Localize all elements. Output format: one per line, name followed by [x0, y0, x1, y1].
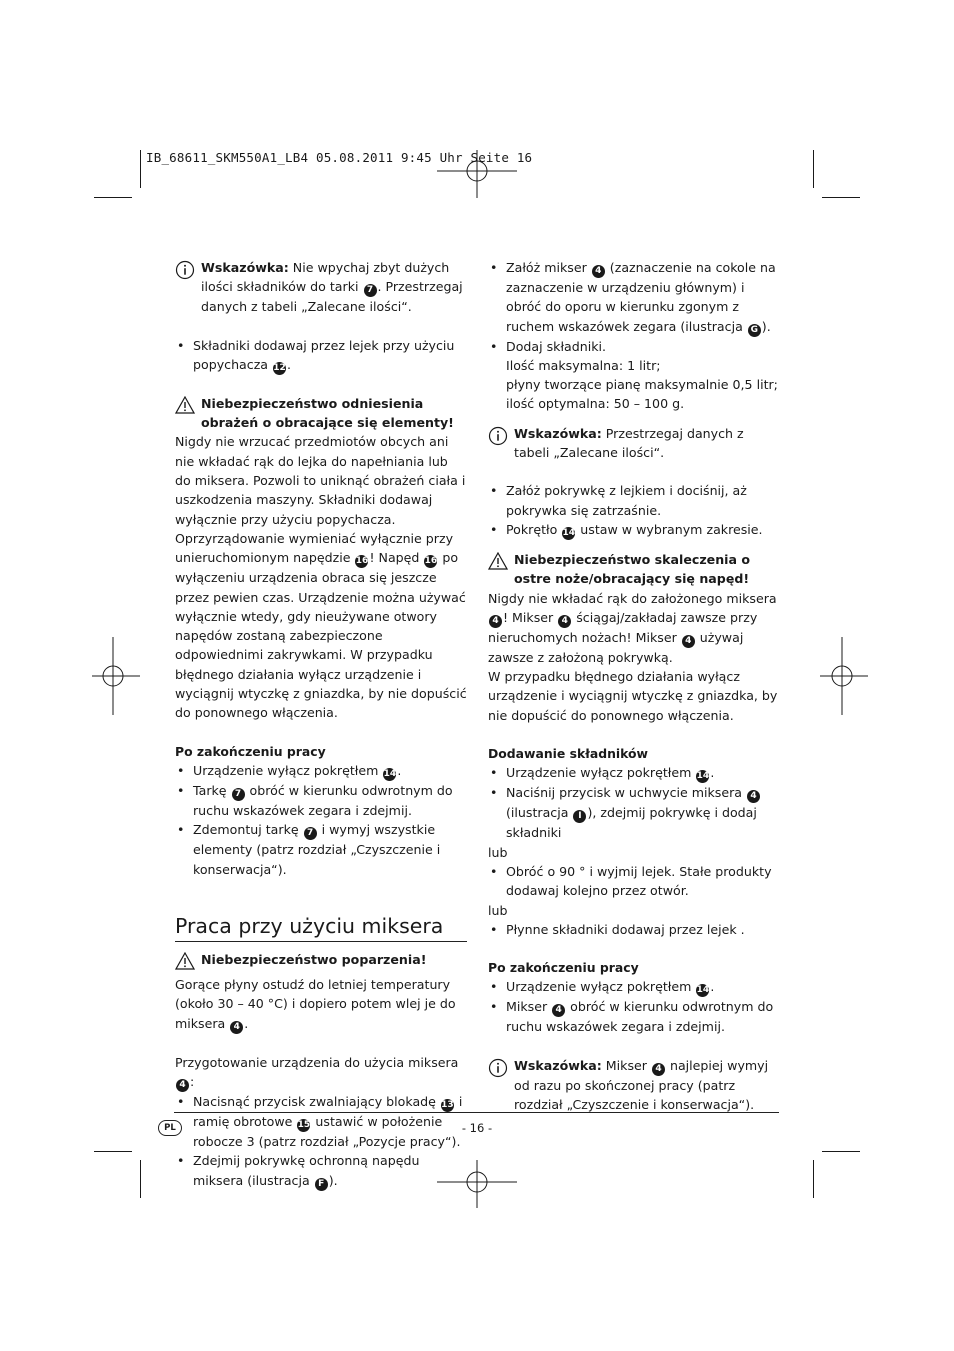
list-item: • Pokrętło 14 ustaw w wybranym zakresie. — [488, 520, 780, 540]
warning-note — [488, 550, 780, 589]
ref-badge: 4 — [558, 615, 571, 628]
ref-badge: G — [748, 324, 761, 337]
ref-badge: 4 — [489, 615, 502, 628]
section-heading: Praca przy użyciu miksera — [175, 914, 467, 942]
language-badge: PL — [158, 1120, 182, 1136]
footer-rule — [174, 1112, 779, 1113]
ref-badge: 14 — [696, 771, 710, 782]
ref-badge: 7 — [232, 788, 245, 801]
list-item: • Zdejmij pokrywkę ochronną napędu miksera (ilustracja F ). — [175, 1151, 467, 1190]
subheading: Po zakończeniu pracy — [175, 743, 326, 759]
warning-triangle-icon — [488, 550, 514, 575]
subheading: Dodawanie składników — [488, 746, 649, 762]
left-column — [175, 258, 467, 1191]
subheading: Po zakończeniu pracy — [488, 960, 639, 976]
ref-badge: 15 — [297, 1120, 311, 1131]
bullet-list — [488, 920, 780, 939]
page-number: - 16 - — [461, 1121, 493, 1135]
bullet-list — [488, 977, 780, 1036]
ref-badge: 14 — [696, 985, 710, 996]
ref-badge: 14 — [383, 768, 397, 779]
ref-badge: F — [315, 1178, 328, 1191]
tip-label: Wskazówka: — [201, 260, 289, 275]
tip-note: Wskazówka: Przestrzegaj danych z tabeli „Zalecane ilości“. — [488, 424, 780, 463]
list-item: • Nacisnąć przycisk zwalniający blokadę 13 i ramię obrotowe 15 ustawić w położenie robocze 3 (patrz rozdział „Pozycje pracy“). — [175, 1092, 467, 1151]
ref-badge: 14 — [562, 527, 576, 538]
warning-title: Niebezpieczeństwo skaleczenia o ostre noże/obracający się napęd! — [514, 551, 751, 587]
right-column — [488, 258, 780, 1114]
paragraph: W przypadku błędnego działania wyłącz urządzenie i wyciągnij wtyczkę z gniazdka, by nie dopuścić do ponownego włączenia. — [488, 669, 778, 723]
bullet-list — [488, 862, 780, 901]
list-item: • Tarkę 7 obróć w kierunku odwrotnym do ruchu wskazówek zegara i zdejmij. — [175, 781, 467, 820]
list-item: • Urządzenie wyłącz pokrętłem 14. — [488, 977, 780, 997]
registration-mark-right — [820, 637, 868, 715]
bullet-list — [488, 258, 780, 414]
registration-mark-left — [92, 637, 140, 715]
ref-badge: 4 — [176, 1079, 189, 1092]
warning-note — [175, 950, 467, 975]
tip-note: Wskazówka: Mikser 4 najlepiej wymyj od razu po skończonej pracy (patrz rozdział „Czyszczenie i konserwacja“). — [488, 1056, 780, 1115]
ref-badge: 4 — [652, 1063, 665, 1076]
tip-label: Wskazówka: — [514, 425, 602, 441]
ref-badge: 16 — [424, 556, 438, 567]
list-item: • Załóż mikser 4 (zaznaczenie na cokole na zaznaczenie w urządzeniu głównym) i obróć do oporu w kierunku zgonym z ruchem wskazówek zegara (ilustracja G ). — [488, 258, 780, 337]
warning-title: Niebezpieczeństwo poparzenia! — [201, 951, 427, 967]
paragraph: Oprzyrządowanie wymieniać wyłącznie przy unieruchomionym napędzie 16! Napęd 16 po wyłączeniu urządzenia obraca się jeszcze przez pewien czas. Urządzenie można używać wyłącznie wtedy, gdy nieużywane otwory napędów zostaną zabezpieczone odpowiednimi zakrywkami. W przypadku błędnego działania wyłącz urządzenie i wyciągnij wtyczkę z gniazdka, by nie dopuścić do ponownego włączenia. — [175, 530, 467, 721]
list-item: • Urządzenie wyłącz pokrętłem 14. — [488, 763, 780, 783]
ref-badge: 4 — [747, 790, 760, 803]
list-item: • Składniki dodawaj przez lejek przy użyciu popychacza 12. — [175, 336, 467, 375]
ref-badge: 4 — [230, 1021, 243, 1034]
ref-badge: 12 — [273, 362, 286, 373]
ref-badge: 4 — [552, 1004, 565, 1017]
ref-badge: 7 — [304, 827, 317, 840]
paragraph: Gorące płyny ostudź do letniej temperatury (około 30 – 40 °C) i dopiero potem wlej je do miksera 4 . — [175, 977, 456, 1032]
paragraph: Przygotowanie urządzenia do użycia miksera 4 : — [175, 1054, 459, 1091]
bullet-list — [488, 481, 780, 540]
info-icon — [175, 258, 201, 285]
text-line: lub — [488, 902, 508, 918]
bullet-list — [488, 763, 780, 842]
text-line: lub — [488, 844, 508, 860]
ref-badge: 16 — [355, 556, 369, 567]
list-item: • Załóż pokrywkę z lejkiem i dociśnij, aż pokrywka się zatrzaśnie. — [488, 481, 780, 520]
warning-note — [175, 394, 467, 433]
list-item: • Dodaj składniki. Ilość maksymalna: 1 litr; płyny tworzące pianę maksymalnie 0,5 litr; ilość optymalna: 50 – 100 g. — [488, 337, 780, 414]
warning-triangle-icon — [175, 950, 201, 975]
info-icon — [488, 1056, 514, 1083]
paragraph: Nigdy nie wrzucać przedmiotów obcych ani nie wkładać rąk do lejka do napełniania lub do miksera. Pozwoli to uniknąć obrażeń ciała i uszkodzenia maszyny. Składniki dodawaj wyłącznie przy użyciu popychacza. — [175, 434, 466, 527]
bullet-list — [175, 1092, 467, 1191]
tip-note: Wskazówka: Nie wpychaj zbyt dużych ilości składników do tarki 7 . Przestrzegaj danych z tabeli „Zalecane ilości“. — [175, 258, 467, 317]
list-item: • Urządzenie wyłącz pokrętłem 14. — [175, 761, 467, 781]
paragraph: Nigdy nie wkładać rąk do założonego miksera 4 ! Mikser 4 ściągaj/zakładaj zawsze przy nieruchomych nożach! Mikser 4 używaj zawsze z założoną pokrywką. — [488, 590, 777, 665]
ref-badge: 7 — [364, 284, 377, 297]
print-slug: IB_68611_SKM550A1_LB4 05.08.2011 9:45 Uhr Seite 16 — [146, 150, 533, 165]
list-item: • Zdemontuj tarkę 7 i wymyj wszystkie elementy (patrz rozdział „Czyszczenie i konserwacja“). — [175, 820, 467, 879]
list-item: • Obróć o 90 ° i wyjmij lejek. Stałe produkty dodawaj kolejno przez otwór. — [488, 862, 780, 901]
tip-label: Wskazówka: — [514, 1057, 602, 1073]
info-icon — [488, 424, 514, 451]
ref-badge: 4 — [682, 635, 695, 648]
bullet-list — [175, 336, 467, 375]
list-item: • Płynne składniki dodawaj przez lejek . — [488, 920, 780, 939]
ref-badge: 13 — [441, 1100, 454, 1111]
warning-title: Niebezpieczeństwo odniesienia obrażeń o obracające się elementy! — [201, 395, 454, 431]
warning-triangle-icon — [175, 394, 201, 419]
bullet-list — [175, 761, 467, 879]
list-item: • Naciśnij przycisk w uchwycie miksera 4 (ilustracja I ), zdejmij pokrywkę i dodaj składniki — [488, 783, 780, 842]
ref-badge: 4 — [592, 265, 605, 278]
ref-badge: I — [573, 810, 586, 823]
list-item: • Mikser 4 obróć w kierunku odwrotnym do ruchu wskazówek zegara i zdejmij. — [488, 997, 780, 1036]
